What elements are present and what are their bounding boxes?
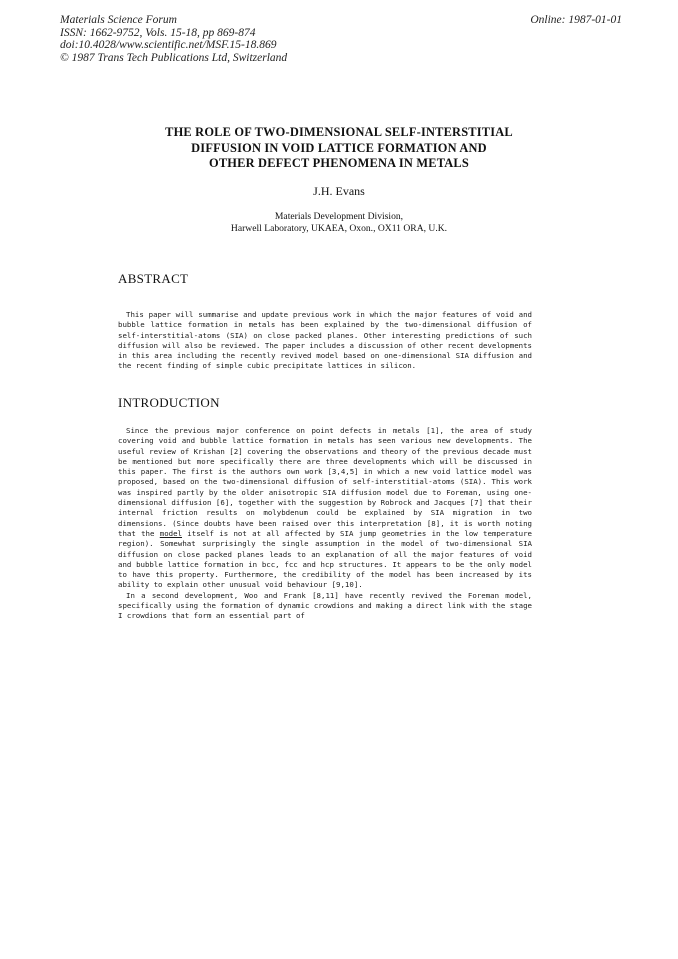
- online-date: Online: 1987-01-01: [530, 14, 622, 26]
- title-line-3: OTHER DEFECT PHENOMENA IN METALS: [209, 156, 469, 171]
- journal-name: Materials Science Forum: [60, 14, 177, 26]
- abstract-heading: ABSTRACT: [118, 271, 189, 286]
- issn-line: ISSN: 1662-9752, Vols. 15-18, pp 869-874: [60, 26, 256, 39]
- intro-paragraph-2: In a second development, Woo and Frank [8,11] have recently revived the Foreman model, specifically using the formation of dynamic crowdions and making a direct link with the stage I crowdions that form an essential part of: [118, 590, 532, 621]
- introduction-heading: INTRODUCTION: [118, 395, 220, 410]
- intro-paragraph-1-part-a: Since the previous major conference on point defects in metals [1], the area of study covering void and bubble lattice formation in metals has seen various new developments. The useful review of Krishan [2] covering the observations and theory of the previous decade must be mentioned but more specifically there are three developments which will be discussed in this paper. The first is the authors own work [3,4,5] in which a new void lattice model was proposed, based on the two-dimensional diffusion of self-interstitial-atoms (SIA). This work was inspired partly by the older anisotropic SIA diffusion model due to Foreman, using one-dimensional diffusion [6], together with the suggestion by Robrock and Jacques [7] that their internal friction results on molybdenum could be explained by SIA migration in two dimensions. (Since doubts have been raised over this interpretation [8], it is worth noting that the: [118, 426, 532, 538]
- underlined-word: model: [159, 528, 182, 538]
- affiliation-line-1: Materials Development Division,: [274, 210, 404, 222]
- intro-paragraph-1-part-b: itself is not at all affected by SIA jump geometries in the low temperature region). Somewhat surprisingly the single assumption in the model of two-dimensional SIA diffusion on close packed planes leads to an explanation of all the major features of void and bubble lattice formation in bcc, fcc and hcp structures. It appears to be the only model to have this property. Furthermore, the credibility of the model has been increased by its ability to explain other unusual void behaviour [9,10].: [118, 528, 532, 590]
- affiliation-line-2: Harwell Laboratory, UKAEA, Oxon., OX11 ORA, U.K.: [230, 222, 448, 234]
- introduction-body: [118, 426, 532, 622]
- affiliation: [0, 211, 678, 235]
- abstract-body: [118, 310, 532, 372]
- intro-paragraph-1: [118, 426, 532, 591]
- title-line-2: DIFFUSION IN VOID LATTICE FORMATION AND: [191, 140, 487, 155]
- title-block: [0, 125, 678, 235]
- page-header: [60, 14, 622, 64]
- doi-line[interactable]: doi:10.4028/www.scientific.net/MSF.15-18.869: [60, 39, 277, 52]
- paper-title: [0, 125, 678, 172]
- author-name: J.H. Evans: [313, 183, 365, 198]
- abstract-paragraph: This paper will summarise and update previous work in which the major features of void and bubble lattice formation in metals has been explained by the two-dimensional diffusion of self-interstitial-atoms (SIA) on close packed planes. Other interesting predictions of such diffusion will also be reviewed. The paper includes a discussion of other recent developments in this area including the recently revived model based on one-dimensional SIA diffusion and the recent finding of simple cubic precipitate lattices in silicon.: [118, 310, 532, 371]
- copyright-line: © 1987 Trans Tech Publications Ltd, Switzerland: [60, 51, 288, 64]
- title-line-1: THE ROLE OF TWO-DIMENSIONAL SELF-INTERSTITIAL: [165, 125, 513, 139]
